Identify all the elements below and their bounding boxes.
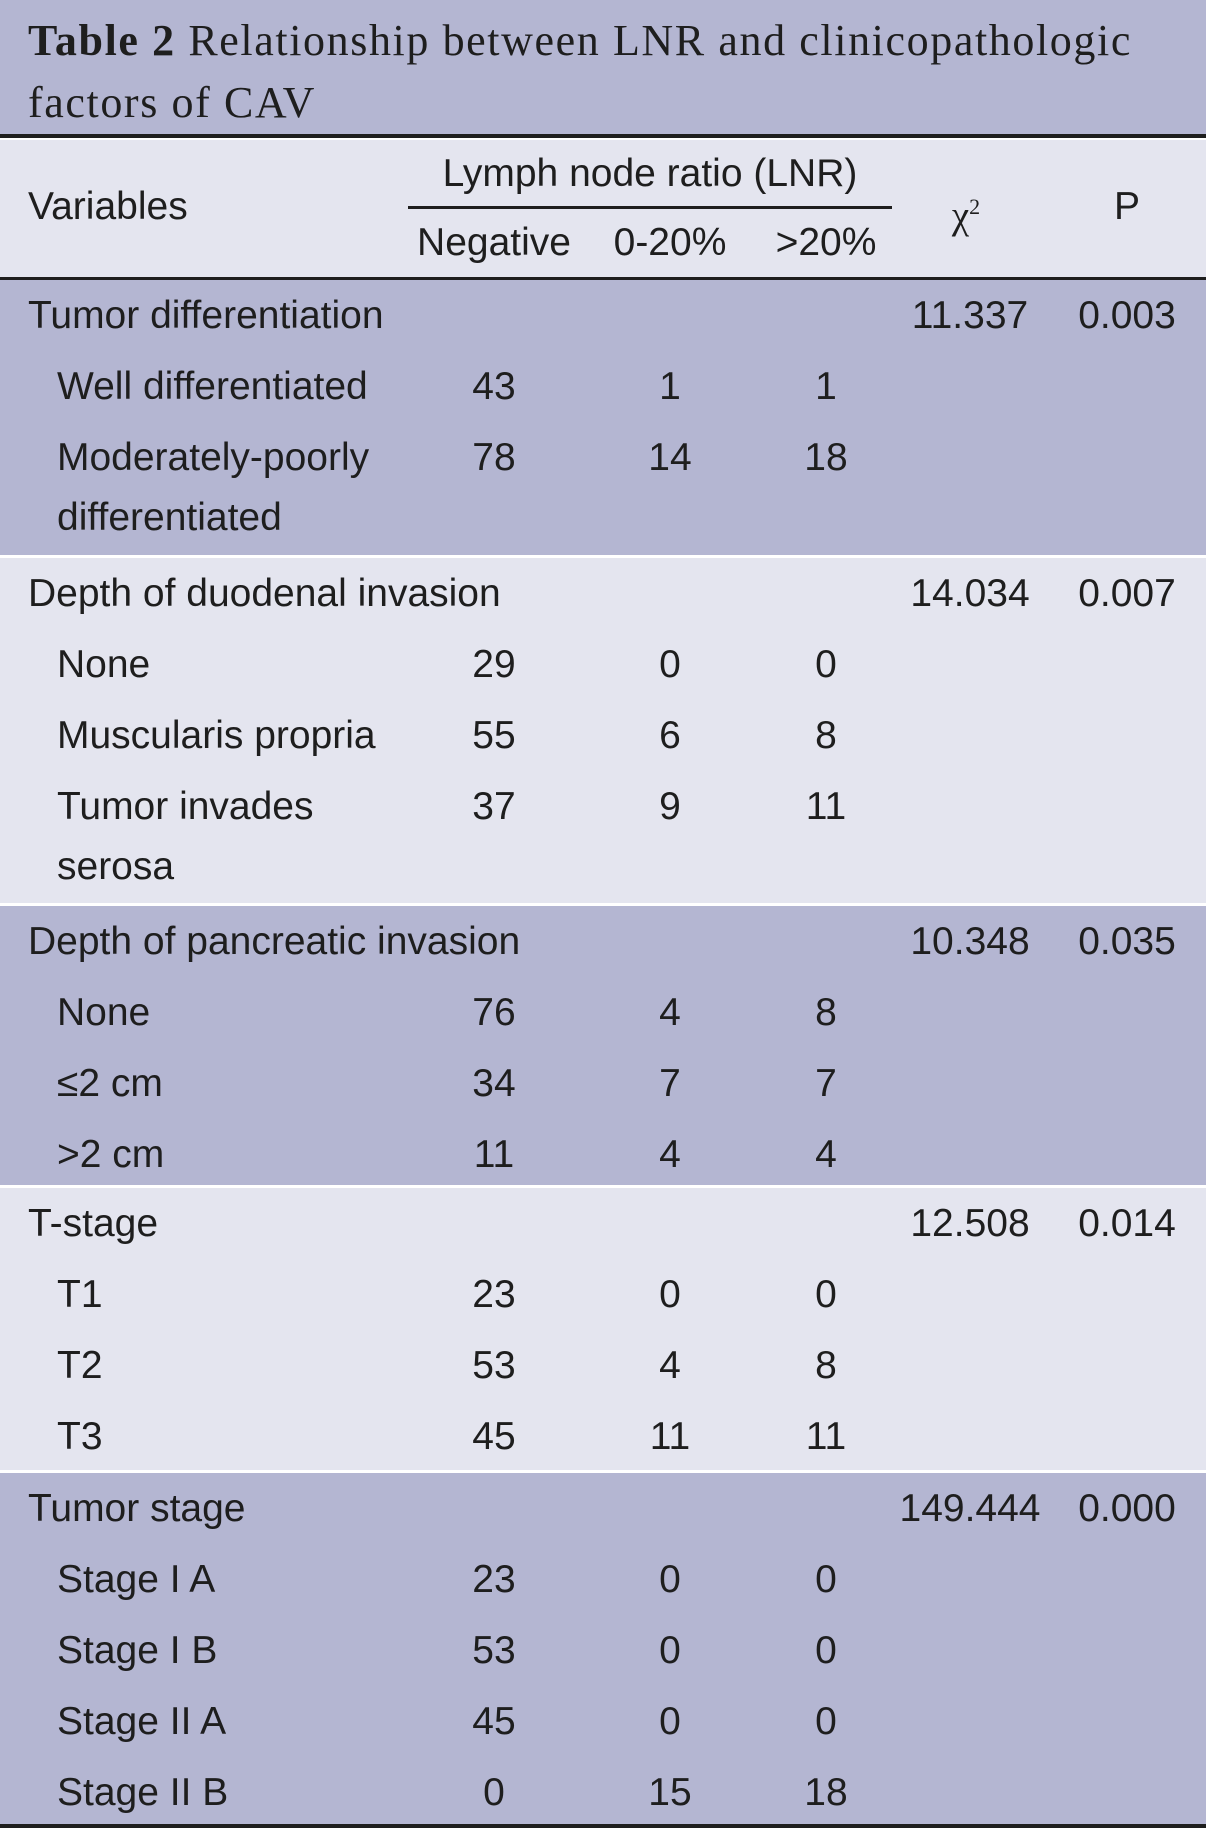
- table-row: [0, 700, 1206, 771]
- lnr-0-20-count: 0: [659, 1629, 681, 1672]
- lnr-0-20-count: 15: [648, 1771, 692, 1814]
- group-header-row: [0, 280, 1206, 351]
- row-label: [57, 428, 369, 548]
- row-label-line-1: Tumor invades: [57, 785, 314, 828]
- lnr-over-20-count: 8: [815, 714, 837, 757]
- row-label-line-2: serosa: [57, 845, 175, 888]
- lnr-0-20-count: 0: [659, 1700, 681, 1743]
- table-row: [0, 422, 1206, 552]
- negative-count: 45: [472, 1700, 516, 1743]
- group-label: Depth of pancreatic invasion: [28, 920, 521, 963]
- caption-label: Table 2: [28, 16, 176, 65]
- lnr-0-20-count: 7: [659, 1062, 681, 1105]
- lnr-0-20-count: 6: [659, 714, 681, 757]
- lnr-0-20-count: 0: [659, 1558, 681, 1601]
- row-label: >2 cm: [57, 1133, 165, 1176]
- p-value: 0.000: [1078, 1487, 1176, 1530]
- table-row: [0, 1686, 1206, 1757]
- row-label: Well differentiated: [57, 365, 368, 408]
- negative-count: 37: [472, 785, 516, 828]
- group-header-row: [0, 1188, 1206, 1259]
- header-0-20: 0-20%: [613, 221, 727, 264]
- lnr-over-20-count: 8: [815, 1344, 837, 1387]
- row-label: T1: [57, 1273, 103, 1316]
- p-value: 0.035: [1078, 920, 1176, 963]
- chi-symbol: χ: [951, 194, 970, 237]
- header-lnr-spanner: Lymph node ratio (LNR): [442, 152, 858, 195]
- lnr-0-20-count: 9: [659, 785, 681, 828]
- lnr-over-20-count: 0: [815, 1273, 837, 1316]
- table-caption: [0, 0, 1206, 134]
- lnr-0-20-count: 14: [648, 436, 692, 479]
- lnr-over-20-count: 0: [815, 1558, 837, 1601]
- negative-count: 45: [472, 1415, 516, 1458]
- lnr-0-20-count: 11: [649, 1415, 691, 1458]
- negative-count: 29: [472, 643, 516, 686]
- p-value: 0.003: [1078, 294, 1176, 337]
- negative-count: 76: [472, 991, 516, 1034]
- lnr-over-20-count: 0: [815, 643, 837, 686]
- lnr-over-20-count: 11: [805, 785, 847, 828]
- row-label: T2: [57, 1344, 103, 1387]
- row-label: Muscularis propria: [57, 714, 376, 757]
- header-p: P: [1113, 185, 1141, 228]
- table-row: [0, 1259, 1206, 1330]
- top-rule: [0, 134, 1206, 138]
- row-label: ≤2 cm: [57, 1062, 163, 1105]
- header-variables: Variables: [28, 185, 188, 228]
- negative-count: 23: [472, 1273, 516, 1316]
- group-label: Tumor differentiation: [28, 294, 384, 337]
- lnr-0-20-count: 0: [659, 1273, 681, 1316]
- table-row: [0, 629, 1206, 700]
- table-row: [0, 1401, 1206, 1472]
- negative-count: 53: [472, 1344, 516, 1387]
- lnr-over-20-count: 4: [815, 1133, 837, 1176]
- row-label: Stage I B: [57, 1629, 218, 1672]
- row-label: T3: [57, 1415, 103, 1458]
- p-value: 0.007: [1078, 572, 1176, 615]
- row-label: None: [57, 991, 151, 1034]
- group-tumor-differentiation: [0, 280, 1206, 555]
- group-label: T-stage: [28, 1202, 159, 1245]
- lnr-0-20-count: 4: [659, 1344, 681, 1387]
- row-label-line-2: differentiated: [57, 496, 282, 539]
- header-over-20: >20%: [775, 221, 877, 264]
- header-chi-square: [952, 184, 980, 239]
- negative-count: 78: [472, 436, 516, 479]
- spanner-underline: [408, 206, 892, 209]
- lnr-over-20-count: 1: [815, 365, 837, 408]
- row-label-line-1: Moderately-poorly: [57, 436, 370, 479]
- negative-count: 43: [472, 365, 516, 408]
- group-header-row: [0, 558, 1206, 629]
- group-tumor-stage: [0, 1473, 1206, 1824]
- negative-count: 53: [472, 1629, 516, 1672]
- table-row: [0, 1119, 1206, 1190]
- group-label: Depth of duodenal invasion: [28, 572, 501, 615]
- table-row: [0, 1544, 1206, 1615]
- lnr-0-20-count: 4: [659, 1133, 681, 1176]
- table-row: [0, 1615, 1206, 1686]
- row-label: [57, 777, 314, 897]
- lnr-over-20-count: 7: [815, 1062, 837, 1105]
- caption-line-1: [28, 10, 1178, 72]
- chi-square-value: 10.348: [910, 920, 1030, 963]
- lnr-0-20-count: 4: [659, 991, 681, 1034]
- table-header: [0, 140, 1206, 277]
- group-t-stage: [0, 1188, 1206, 1470]
- lnr-over-20-count: 8: [815, 991, 837, 1034]
- lnr-0-20-count: 1: [659, 365, 681, 408]
- row-label: Stage I A: [57, 1558, 216, 1601]
- bottom-rule: [0, 1824, 1206, 1828]
- table-row: [0, 351, 1206, 422]
- group-header-row: [0, 1473, 1206, 1544]
- chi-square-value: 14.034: [910, 572, 1030, 615]
- lnr-0-20-count: 0: [659, 643, 681, 686]
- chi-square-value: 11.337: [911, 294, 1029, 337]
- header-negative: Negative: [417, 221, 571, 264]
- lnr-over-20-count: 18: [804, 1771, 848, 1814]
- negative-count: 0: [483, 1771, 505, 1814]
- lnr-over-20-count: 0: [815, 1629, 837, 1672]
- group-duodenal-invasion: [0, 558, 1206, 903]
- negative-count: 11: [473, 1133, 515, 1176]
- chi-superscript: 2: [969, 194, 981, 219]
- chi-square-value: 12.508: [910, 1202, 1030, 1245]
- negative-count: 34: [472, 1062, 516, 1105]
- row-label: Stage II A: [57, 1700, 227, 1743]
- caption-line-2: factors of CAV: [28, 78, 316, 127]
- lnr-over-20-count: 18: [804, 436, 848, 479]
- row-label: None: [57, 643, 151, 686]
- negative-count: 23: [472, 1558, 516, 1601]
- table-row: [0, 977, 1206, 1048]
- caption-text: Relationship between LNR and clinicopathologic: [188, 16, 1132, 65]
- row-label: Stage II B: [57, 1771, 229, 1814]
- negative-count: 55: [472, 714, 516, 757]
- lnr-over-20-count: 0: [815, 1700, 837, 1743]
- group-pancreatic-invasion: [0, 906, 1206, 1185]
- group-label: Tumor stage: [28, 1487, 246, 1530]
- table-row: [0, 1330, 1206, 1401]
- lnr-over-20-count: 11: [805, 1415, 847, 1458]
- table-row: [0, 771, 1206, 901]
- chi-square-value: 149.444: [899, 1487, 1041, 1530]
- table-row: [0, 1757, 1206, 1828]
- table-row: [0, 1048, 1206, 1119]
- p-value: 0.014: [1078, 1202, 1176, 1245]
- group-header-row: [0, 906, 1206, 977]
